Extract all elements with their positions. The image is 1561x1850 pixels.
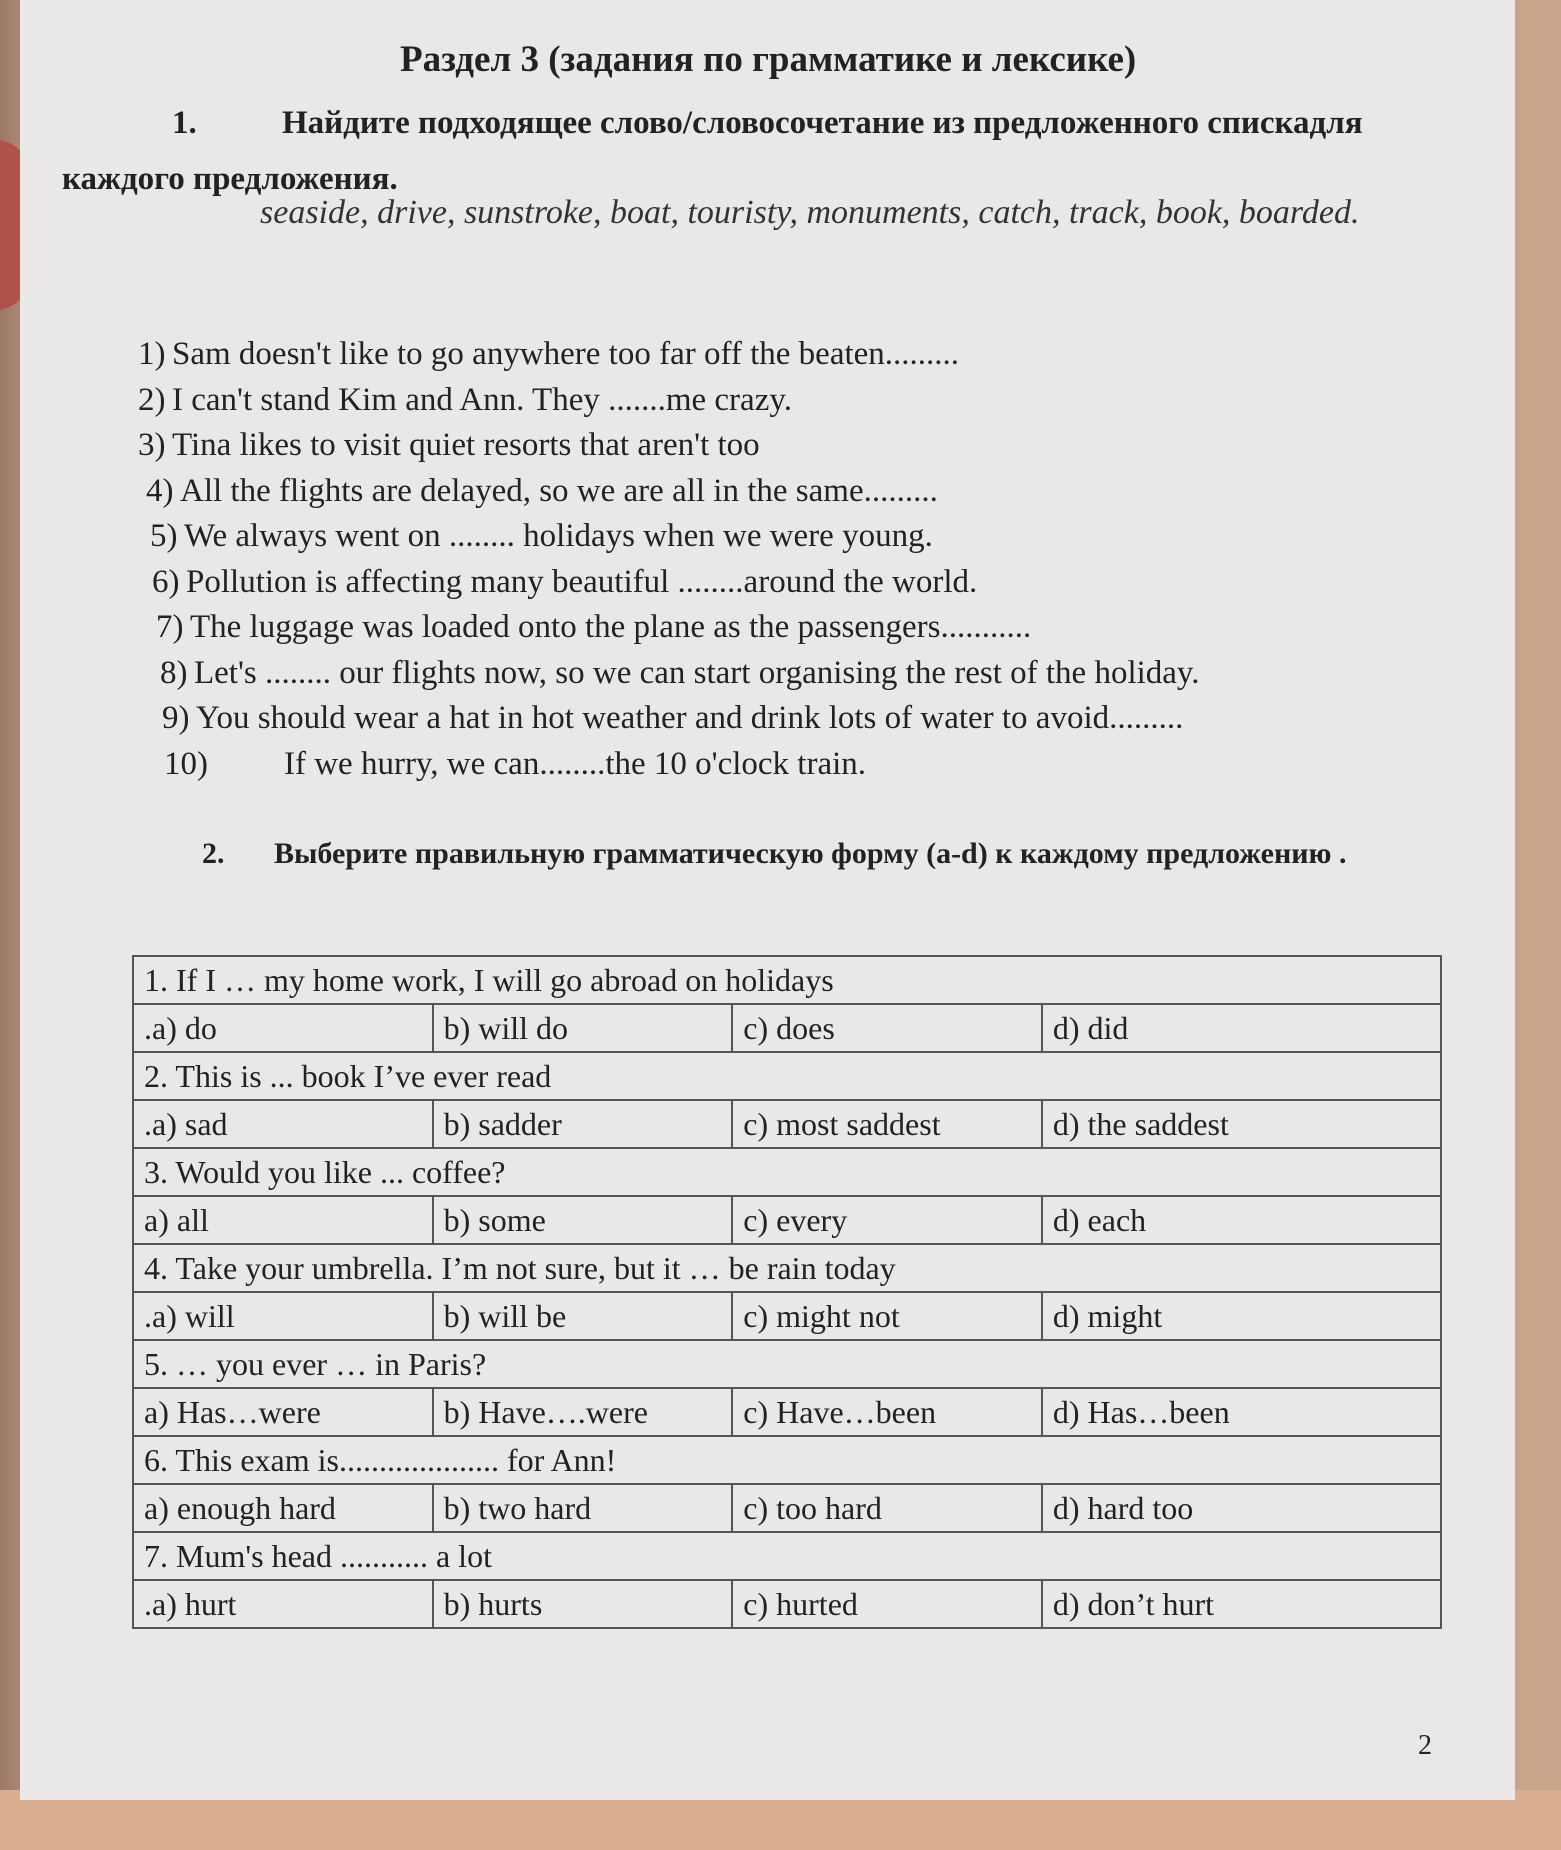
option-d: d) the saddest bbox=[1042, 1100, 1441, 1148]
sentence-text: We always went on ........ holidays when we were young. bbox=[184, 518, 933, 554]
question-row bbox=[133, 1532, 1441, 1580]
option-b: b) sadder bbox=[433, 1100, 733, 1148]
option-a: a) enough hard bbox=[133, 1484, 433, 1532]
question-row bbox=[133, 1340, 1441, 1388]
options-row bbox=[133, 1196, 1441, 1244]
option-a: .a) sad bbox=[133, 1100, 433, 1148]
task1-number: 1. bbox=[172, 105, 197, 141]
task1-instruction: Найдите подходящее слово/словосочетание из предложенного спискадля каждого предложения. bbox=[62, 105, 1363, 197]
options-row bbox=[133, 1004, 1441, 1052]
sentence-index: 6) bbox=[152, 563, 180, 600]
option-d: d) Has…been bbox=[1042, 1388, 1441, 1436]
sentence-text: If we hurry, we can........the 10 o'clock train. bbox=[284, 745, 867, 782]
sentence-index: 8) bbox=[160, 654, 188, 691]
sentence-item bbox=[138, 696, 1398, 742]
option-c: c) Have…been bbox=[732, 1388, 1042, 1436]
option-c: c) does bbox=[732, 1004, 1042, 1052]
question-row bbox=[133, 1148, 1441, 1196]
sentence-text: The luggage was loaded onto the plane as the passengers........... bbox=[190, 609, 1032, 645]
sentence-item bbox=[138, 514, 1398, 560]
option-d: d) don’t hurt bbox=[1042, 1580, 1441, 1628]
options-row bbox=[133, 1292, 1441, 1340]
option-c: c) hurted bbox=[732, 1580, 1042, 1628]
sentence-item bbox=[138, 423, 1398, 469]
sentence-text: Let's ........ our flights now, so we can start organising the rest of the holiday. bbox=[194, 654, 1200, 691]
option-d: d) might bbox=[1042, 1292, 1441, 1340]
option-c: c) most saddest bbox=[732, 1100, 1042, 1148]
option-d: d) did bbox=[1042, 1004, 1441, 1052]
sentence-text: You should wear a hat in hot weather and drink lots of water to avoid......... bbox=[196, 700, 1184, 736]
option-a: .a) hurt bbox=[133, 1580, 433, 1628]
sentence-index: 9) bbox=[162, 700, 190, 736]
question-row bbox=[133, 1436, 1441, 1484]
options-row bbox=[133, 1100, 1441, 1148]
question-cell: 4. Take your umbrella. I’m not sure, but it … be rain today bbox=[133, 1244, 1441, 1292]
option-b: b) Have….were bbox=[433, 1388, 733, 1436]
sentence-list bbox=[138, 332, 1398, 787]
sentence-index: 7) bbox=[156, 609, 184, 645]
sentence-item bbox=[138, 605, 1398, 651]
worksheet-page bbox=[20, 0, 1515, 1800]
word-list: seaside, drive, sunstroke, boat, touristy, monuments, catch, track, book, boarded. bbox=[260, 194, 1360, 231]
question-cell: 6. This exam is.................... for Ann! bbox=[133, 1436, 1441, 1484]
question-cell: 2. This is ... book I’ve ever read bbox=[133, 1052, 1441, 1100]
sentence-item bbox=[138, 378, 1398, 424]
option-b: b) will be bbox=[433, 1292, 733, 1340]
option-a: a) all bbox=[133, 1196, 433, 1244]
section-title: Раздел 3 (задания по грамматике и лексике) bbox=[400, 39, 1137, 80]
sentence-index: 4) bbox=[146, 472, 174, 509]
option-b: b) hurts bbox=[433, 1580, 733, 1628]
question-cell: 1. If I … my home work, I will go abroad on holidays bbox=[133, 956, 1441, 1004]
option-b: b) two hard bbox=[433, 1484, 733, 1532]
task2-instruction: Выберите правильную грамматическую форму (a-d) к каждому предложению . bbox=[274, 837, 1347, 870]
option-d: d) hard too bbox=[1042, 1484, 1441, 1532]
options-row bbox=[133, 1388, 1441, 1436]
option-c: c) too hard bbox=[732, 1484, 1042, 1532]
option-a: .a) will bbox=[133, 1292, 433, 1340]
option-c: c) every bbox=[732, 1196, 1042, 1244]
options-row bbox=[133, 1484, 1441, 1532]
question-cell: 3. Would you like ... coffee? bbox=[133, 1148, 1441, 1196]
question-row bbox=[133, 1244, 1441, 1292]
option-b: b) will do bbox=[433, 1004, 733, 1052]
option-a: a) Has…were bbox=[133, 1388, 433, 1436]
page-number: 2 bbox=[1418, 1730, 1432, 1761]
sentence-item bbox=[138, 560, 1398, 606]
sentence-text: Pollution is affecting many beautiful ........around the world. bbox=[186, 563, 978, 600]
sentence-index: 3) bbox=[138, 427, 166, 463]
task2-number: 2. bbox=[202, 837, 225, 870]
option-a: .a) do bbox=[133, 1004, 433, 1052]
option-b: b) some bbox=[433, 1196, 733, 1244]
sentence-item bbox=[138, 332, 1398, 378]
sentence-index: 1) bbox=[138, 336, 166, 372]
question-row bbox=[133, 1052, 1441, 1100]
option-d: d) each bbox=[1042, 1196, 1441, 1244]
grammar-table bbox=[132, 955, 1442, 1629]
option-c: c) might not bbox=[732, 1292, 1042, 1340]
sentence-index: 10) bbox=[164, 745, 208, 782]
sentence-index: 2) bbox=[138, 381, 166, 418]
sentence-text: Sam doesn't like to go anywhere too far off the beaten......... bbox=[172, 336, 960, 372]
question-cell: 5. … you ever … in Paris? bbox=[133, 1340, 1441, 1388]
sentence-text: I can't stand Kim and Ann. They .......me crazy. bbox=[172, 381, 792, 418]
sentence-text: Tina likes to visit quiet resorts that aren't too bbox=[172, 427, 760, 463]
question-row bbox=[133, 956, 1441, 1004]
task2-heading bbox=[120, 832, 1460, 876]
sentence-index: 5) bbox=[150, 518, 178, 554]
question-cell: 7. Mum's head ........... a lot bbox=[133, 1532, 1441, 1580]
sentence-text: All the flights are delayed, so we are all in the same......... bbox=[180, 472, 938, 509]
sentence-item bbox=[138, 651, 1398, 697]
options-row bbox=[133, 1580, 1441, 1628]
sentence-item bbox=[138, 742, 1398, 788]
sentence-item bbox=[138, 469, 1398, 515]
